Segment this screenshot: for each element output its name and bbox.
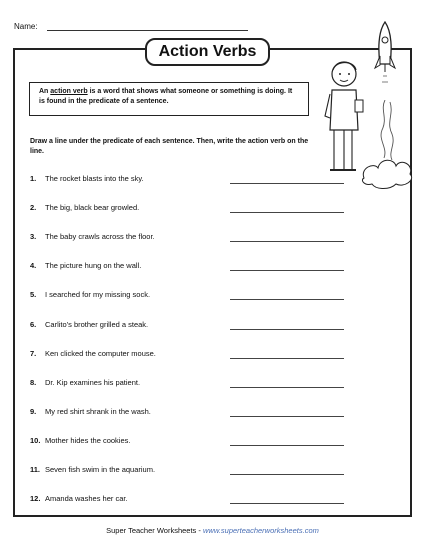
answer-line[interactable] xyxy=(230,270,344,271)
item-sentence: The big, black bear growled. xyxy=(45,203,140,212)
smoke-cloud xyxy=(360,100,416,190)
answer-line[interactable] xyxy=(230,474,344,475)
answer-line[interactable] xyxy=(230,416,344,417)
name-label: Name: xyxy=(14,22,38,31)
definition-pre: An xyxy=(39,88,51,95)
instructions: Draw a line under the predicate of each sentence. Then, write the action verb on the line. xyxy=(30,138,309,155)
footer-brand: Super Teacher Worksheets xyxy=(106,526,197,535)
definition-post: is a word that shows what someone or something is doing. It is found in the predicate of a sentence. xyxy=(39,88,293,105)
answer-line[interactable] xyxy=(230,183,344,184)
item-number: 12. xyxy=(30,494,41,503)
answer-line[interactable] xyxy=(230,212,344,213)
item-number: 7. xyxy=(30,349,37,358)
item-number: 9. xyxy=(30,407,37,416)
page-title: Action Verbs xyxy=(145,38,270,66)
answer-line[interactable] xyxy=(230,387,344,388)
item-sentence: The baby crawls across the floor. xyxy=(45,232,155,241)
item-number: 1. xyxy=(30,174,37,183)
item-number: 8. xyxy=(30,378,37,387)
answer-line[interactable] xyxy=(230,299,344,300)
item-sentence: Ken clicked the computer mouse. xyxy=(45,349,156,358)
item-sentence: Carlito's brother grilled a steak. xyxy=(45,320,149,329)
item-sentence: Mother hides the cookies. xyxy=(45,436,131,445)
item-sentence: Dr. Kip examines his patient. xyxy=(45,378,141,387)
item-sentence: Amanda washes her car. xyxy=(45,494,128,503)
item-number: 5. xyxy=(30,290,37,299)
item-sentence: The rocket blasts into the sky. xyxy=(45,174,144,183)
item-sentence: I searched for my missing sock. xyxy=(45,290,151,299)
item-sentence: Seven fish swim in the aquarium. xyxy=(45,465,156,474)
footer xyxy=(0,526,425,535)
answer-line[interactable] xyxy=(230,503,344,504)
definition-box xyxy=(29,82,309,116)
definition-term: action verb xyxy=(50,88,88,95)
item-number: 6. xyxy=(30,320,37,329)
item-number: 4. xyxy=(30,261,37,270)
footer-separator: - xyxy=(196,526,203,535)
item-sentence: The picture hung on the wall. xyxy=(45,261,142,270)
item-sentence: My red shirt shrank in the wash. xyxy=(45,407,151,416)
rocket-icon xyxy=(370,20,400,90)
item-number: 11. xyxy=(30,465,41,474)
answer-line[interactable] xyxy=(230,241,344,242)
answer-line[interactable] xyxy=(230,445,344,446)
footer-url[interactable]: www.superteacherworksheets.com xyxy=(202,526,319,535)
answer-line[interactable] xyxy=(230,329,344,330)
name-field[interactable] xyxy=(47,30,248,31)
item-number: 2. xyxy=(30,203,37,212)
item-number: 10. xyxy=(30,436,41,445)
item-number: 3. xyxy=(30,232,37,241)
answer-line[interactable] xyxy=(230,358,344,359)
